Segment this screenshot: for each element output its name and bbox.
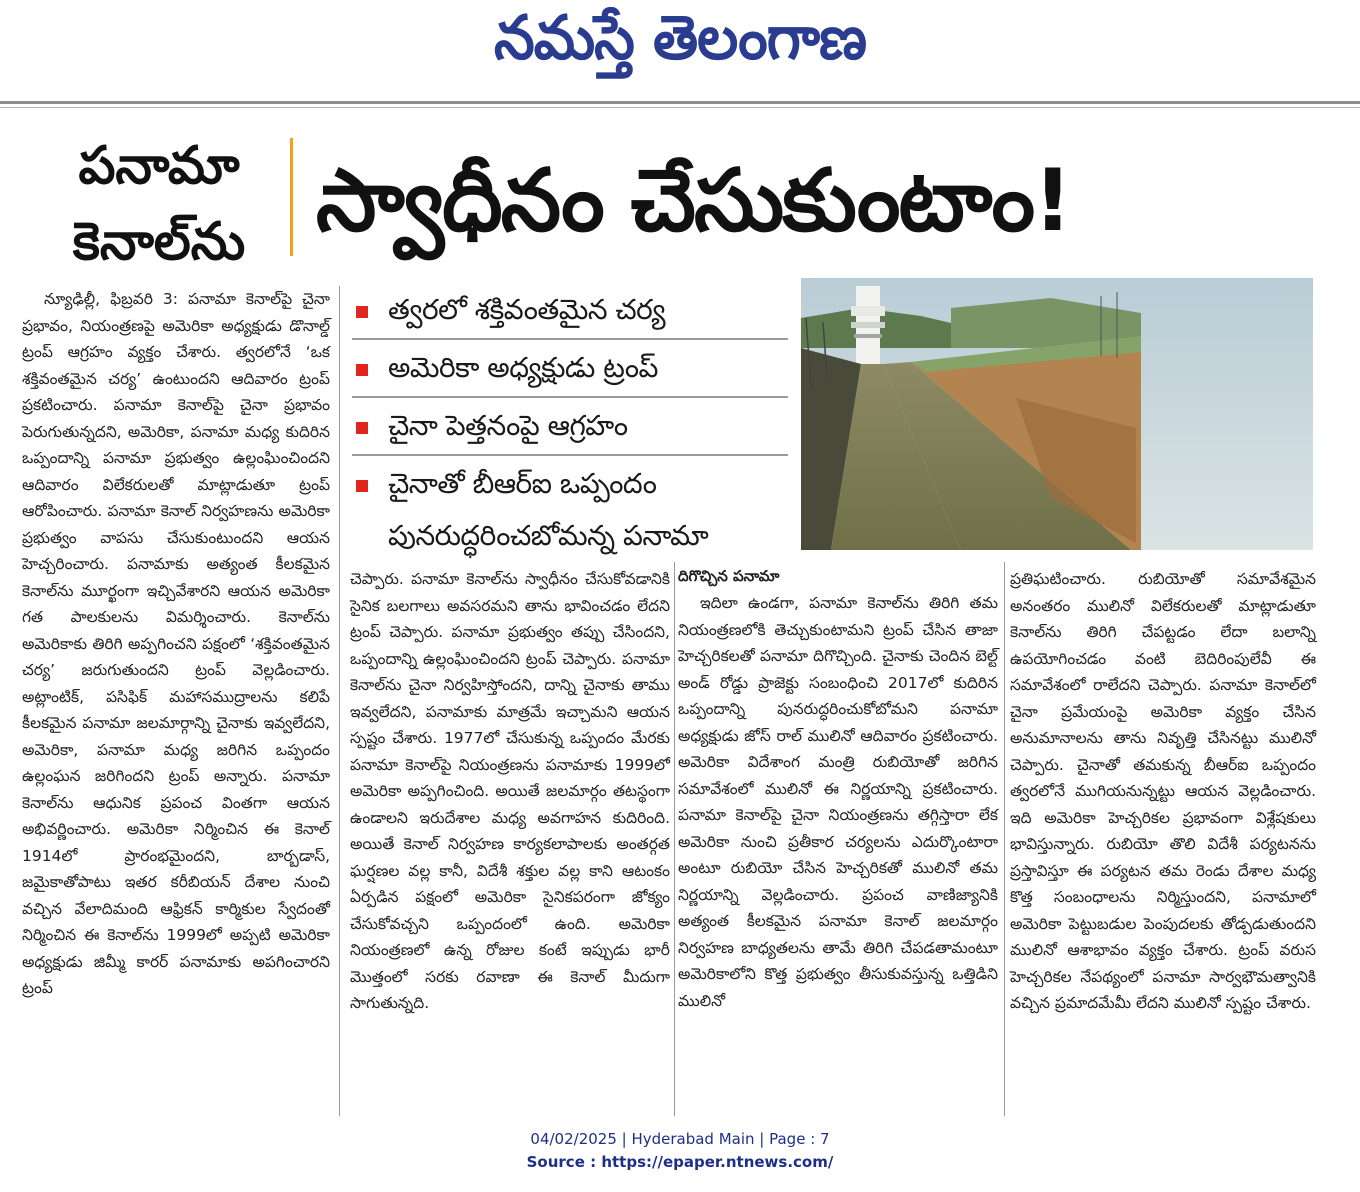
kicker-line-2: కెనాల్‌ను [72, 212, 246, 272]
column-2-text: చెప్పారు. పనామా కెనాల్‌ను స్వాధీనం చేసుకోవడానికి సైనిక బలగాలు అవసరమని తాను భావించడం లేదని ట్రంప్‌ చెప్పారు. పనామా ప్రభుత్వం తప్పు చేసిందని, ఒప్పందాన్ని ఉల్లంఘించిందని ట్రంప్‌ చెప్పారు. పనామా కెనాల్‌ను చైనా నిర్వహిస్తోందని, దాన్ని చైనాకు తాము ఇవ్వలేదని, పనామాకు మాత్రమే ఇచ్చామని ఆయన స్పష్టం చేశారు. 1977లో చేసుకున్న ఒప్పందం మేరకు పనామా కెనాల్‌పై నియంత్రణను పనామాకు 1999లో అమెరికా అప్పగించింది. అయితే జలమార్గం తటస్థంగా ఉండాలని ఇరుదేశాల మధ్య అవగాహన కుదిరింది. అయితే కెనాల్‌ నిర్వహణ కార్యకలాపాలకు అంతర్గత ఘర్షణల వల్ల కానీ, విదేశీ శక్తుల వల్ల కాని ఆటంకం ఏర్పడిన పక్షంలో అమెరికా సైనికపరంగా జోక్యం చేసుకోవచ్చని ఒప్పందంలో ఉంది. అమెరికా నియంత్రణలో ఉన్న రోజుల కంటే ఇప్పుడు భారీ మొత్తంలో సరకు రవాణా ఈ కెనాల్‌ మీదుగా సాగుతున్నది. [350, 570, 670, 1012]
highlight-item [352, 282, 788, 340]
kicker-line-1: పనామా [78, 136, 240, 196]
column-3-text: ఇదిలా ఉండగా, పనామా కెనాల్‌ను తిరిగి తమ నియంత్రణలోకి తెచ్చుకుంటామని ట్రంప్‌ చేసిన తాజా హెచ్చరికలతో పనామా దిగొచ్చింది. చైనాకు చెందిన బెల్ట్‌ అండ్‌ రోడ్డు ప్రాజెక్టు సంబంధించి 2017లో కుదిరిన ఒప్పందాన్ని పునరుద్ధరించుకోబోమని పనామా అధ్యక్షుడు జోస్‌ రాల్‌ ములినో ఆదివారం ప్రకటించారు. అమెరికా విదేశాంగ మంత్రి రుబియోతో జరిగిన సమావేశంలో ములినో ఈ నిర్ణయాన్ని ప్రకటించారు. పనామా కెనాల్‌పై చైనా నియంత్రణను తగ్గిస్తారా లేక అమెరికా నుంచి ప్రతీకార చర్యలను ఎదుర్కొంటారా అంటూ రుబియో చేసిన హెచ్చరికతో ములినో తమ నిర్ణయాన్ని వెల్లడించారు. ప్రపంచ వాణిజ్యానికి అత్యంత కీలకమైన పనామా కెనాల్‌ జలమార్గం నిర్వహణ బాధ్యతలను తామే తిరిగి చేపడతామంటూ అమెరికాలోని కొత్త ప్రభుత్వం తీసుకువస్తున్న ఒత్తిడిని ములినో [678, 594, 998, 1010]
subheading: దిగొచ్చిన పనామా [678, 567, 780, 585]
bullet-square-icon [356, 364, 368, 376]
column-1-text: న్యూఢిల్లీ, ఫిబ్రవరి 3: పనామా కెనాల్‌పై చైనా ప్రభావం, నియంత్రణపై అమెరికా అధ్యక్షుడు డొనాల్డ్‌ ట్రంప్‌ ఆగ్రహం వ్యక్తం చేశారు. త్వరలోనే ‘ఒక శక్తివంతమైన చర్య’ ఉంటుందని ఆదివారం ట్రంప్‌ ప్రకటించారు. పనామా కెనాల్‌పై చైనా ప్రభావం పెరుగుతున్నదని, అమెరికా, పనామా మధ్య కుదిరిన ఒప్పందాన్ని పనామా ప్రభుత్వం ఉల్లంఘించిందని ఆదివారం విలేకరులతో మాట్లాడుతూ ట్రంప్‌ ఆరోపించారు. పనామా కెనాల్‌ నిర్వహణను అమెరికా ప్రభుత్వం వాపసు చేసుకుంటుందని ఆయన హెచ్చరించారు. పనామాకు అత్యంత కీలకమైన కెనాల్‌ను మూర్ఖంగా ఇచ్చివేశారని ఆయన అమెరికా గత పాలకులను విమర్శించారు. కెనాల్‌ను అమెరికాకు తిరిగి అప్పగించని పక్షంలో ‘శక్తివంతమైన చర్య’ జరుగుతుందని ట్రంప్‌ వెల్లడించారు. అట్లాంటిక్‌, పసిఫిక్‌ మహాసముద్రాలను కలిపే కీలకమైన పనామా జలమార్గాన్ని చైనాకు ఇవ్వలేదని, అమెరికా, పనామా మధ్య జరిగిన ఒప్పందం ఉల్లంఘన జరిగిందని ట్రంప్‌ అన్నారు. పనామా కెనాల్‌ను ఆధునిక ప్రపంచ వింతగా ఆయన అభివర్ణించారు. అమెరికా నిర్మించిన ఈ కెనాల్‌ 1914లో ప్రారంభమైందని, బార్బడాస్‌, జమైకాతోపాటు ఇతర కరీబియన్‌ దేశాల నుంచి వచ్చిన వేలాదిమంది ఆఫ్రికన్‌ కార్మికుల స్వేదంతో నిర్మించిన ఈ కెనాల్‌ను 1999లో అప్పటి అమెరికా అధ్యక్షుడు జిమ్మీ కారర్‌ పనామాకు అపగించారని ట్రంప్‌ [22, 290, 330, 997]
highlight-item [352, 398, 788, 456]
highlight-text: చైనా పెత్తనంపై ఆగ్రహం [388, 409, 628, 442]
column-divider [674, 562, 675, 1116]
highlight-text: అమెరికా అధ్యక్షుడు ట్రంప్ [388, 351, 658, 384]
column-divider [339, 286, 340, 1116]
highlight-item [352, 456, 788, 564]
headline-kicker [34, 128, 284, 280]
source-link[interactable]: Source : https://epaper.ntnews.com/ [526, 1153, 834, 1171]
masthead-rule [0, 101, 1360, 104]
kicker-separator [290, 138, 293, 256]
article-column-1 [22, 286, 330, 1002]
page-footer [0, 1128, 1360, 1174]
article-column-2 [350, 566, 670, 1017]
column-4-text: ప్రతిఘటించారు. రుబియోతో సమావేశమైన అనంతరం ములినో విలేకరులతో మాట్లాడుతూ కెనాల్‌ను తిరిగి చేపట్టడం లేదా బలాన్ని ఉపయోగించడం వంటి బెదిరింపులేవీ ఈ సమావేశంలో రాలేదని చెప్పారు. పనామా కెనాల్‌లో చైనా ప్రమేయంపై అమెరికా వ్యక్తం చేసిన అనుమానాలను తాను నివృత్తి చేసినట్టు ములినో చెప్పారు. చైనాతో తమకున్న బీఆర్‌ఐ ఒప్పందం త్వరలోనే ముగియనున్నట్టు ఆయన వెల్లడించారు. ఇది అమెరికా హెచ్చరికల ప్రభావంగా విశ్లేషకులు భావిస్తున్నారు. రుబియో తొలి విదేశీ పర్యటనను ప్రస్తావిస్తూ ఈ పర్యటన తమ రెండు దేశాల మధ్య కొత్త సంబంధాలను నిర్మిస్తుందని, పనామాలో అమెరికా పెట్టుబడుల పెంపుదలకు తోడ్పడుతుందని ములినో ఆశాభావం వ్యక్తం చేశారు. ట్రంప్‌ వరుస హెచ్చరికల నేపథ్యంలో పనామా సార్వభౌమత్వానికి వచ్చిన ప్రమాదమేమీ లేదని ములినో స్పష్టం చేశారు. [1010, 570, 1316, 1012]
highlight-text: చైనాతో బీఆర్‌ఐ ఒప్పందం పునరుద్ధరించబోమన్న పనామా [388, 467, 709, 552]
main-headline: స్వాధీనం చేసుకుంటాం! [316, 151, 1071, 251]
article-column-3 [678, 566, 998, 1014]
masthead [0, 0, 1360, 100]
canal-photo [801, 278, 1313, 550]
bullet-square-icon [356, 480, 368, 492]
edition-info: 04/02/2025 | Hyderabad Main | Page : 7 [530, 1130, 830, 1148]
newspaper-logo: నమస్తే తెలంగాణ [494, 1, 866, 74]
article-column-4 [1010, 566, 1316, 1017]
canal-lock-illustration [801, 278, 1313, 550]
bullet-square-icon [356, 306, 368, 318]
column-divider [1004, 562, 1005, 1116]
highlights-box [352, 282, 788, 564]
highlight-item [352, 340, 788, 398]
bullet-square-icon [356, 422, 368, 434]
masthead-rule-thin [0, 107, 1360, 108]
highlight-text: త్వరలో శక్తివంతమైన చర్య [388, 293, 666, 326]
